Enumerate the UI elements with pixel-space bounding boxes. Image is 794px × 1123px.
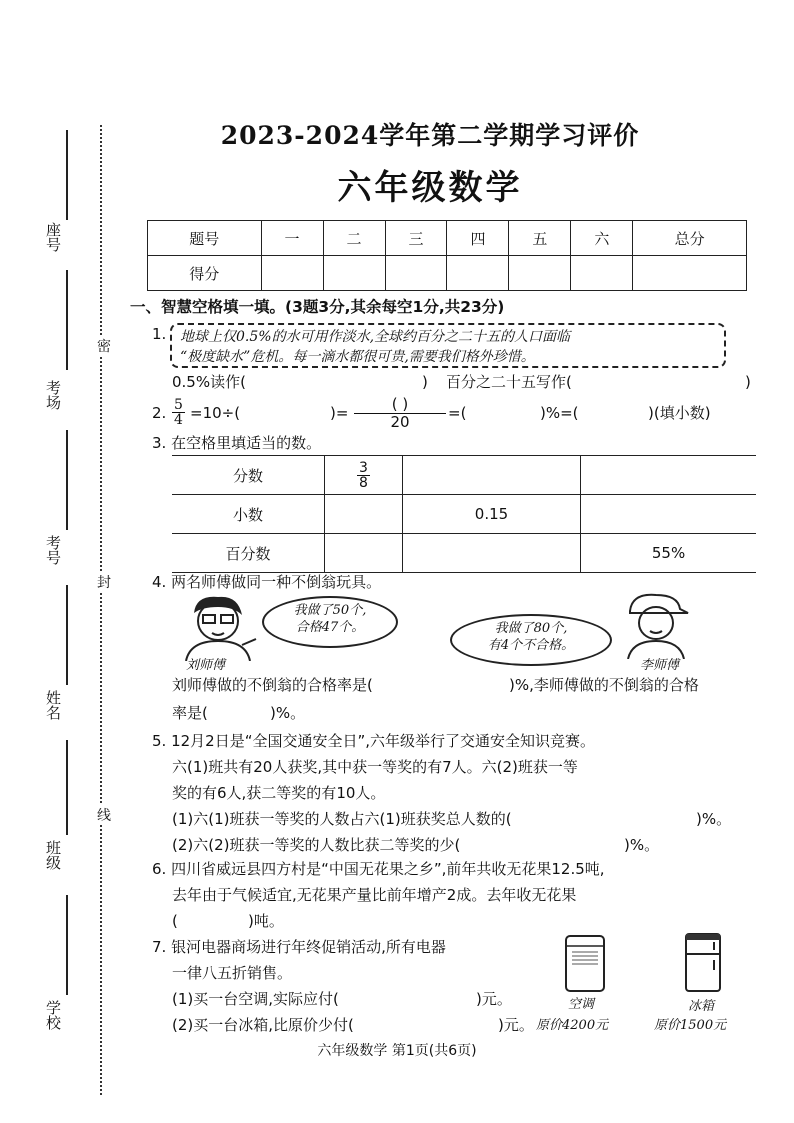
q3-cell[interactable]: [325, 534, 403, 573]
q6-line3b[interactable]: )吨。: [248, 912, 284, 930]
q6-line1: 6. 四川省威远县四方村是“中国无花果之乡”,前年共收无花果12.5吨,: [152, 860, 605, 878]
q2-part4[interactable]: )%=(: [540, 404, 579, 422]
li-bubble-line1: 我做了80个,: [494, 621, 568, 636]
score-header-cell: 一: [261, 221, 323, 256]
q2-part1: =10÷(: [190, 404, 241, 422]
q2-fraction2[interactable]: [354, 396, 446, 431]
q3-row-decimal: [172, 495, 756, 534]
q5-line4b[interactable]: )%。: [696, 810, 732, 828]
q3-cell[interactable]: [402, 534, 580, 573]
q1-passage-line2: “极度缺水”危机。每一滴水都很可贵,需要我们格外珍惜。: [180, 349, 535, 365]
q3-row-label: 小数: [172, 495, 325, 534]
score-header-cell: 二: [323, 221, 385, 256]
q3-cell: 55%: [581, 534, 756, 573]
q1-answer-a: 0.5%读作(: [172, 373, 246, 391]
q2-part2[interactable]: )=: [330, 404, 349, 422]
score-header-cell: 题号: [148, 221, 262, 256]
q1-passage-box: [170, 323, 726, 368]
liu-bubble-line2: 合格47个。: [295, 620, 365, 635]
q3-row-label: 百分数: [172, 534, 325, 573]
label-exam-room: 考场: [44, 380, 62, 410]
class-line: [66, 740, 68, 835]
liu-bubble-line1: 我做了50个,: [293, 603, 367, 618]
score-input-cell[interactable]: [385, 256, 447, 291]
q7-line1: 7. 银河电器商场进行年终促销活动,所有电器: [152, 938, 446, 956]
score-header-row: [148, 221, 747, 256]
label-exam-number: 考号: [44, 535, 62, 565]
score-value-row: [148, 256, 747, 291]
label-seat: 座号: [44, 222, 62, 252]
binding-dotted-line: [100, 125, 102, 1095]
q4-line1b[interactable]: )%,李师傅做的不倒翁的合格: [509, 676, 699, 694]
fridge-price: 原价1500元: [654, 1018, 727, 1033]
li-name: 李师傅: [640, 658, 680, 673]
q2-frac2-den: 20: [390, 413, 410, 431]
q4-text: 4. 两名师傅做同一种不倒翁玩具。: [152, 573, 382, 591]
seat-line: [66, 130, 68, 220]
q3-table: [172, 455, 756, 573]
q2-part3: =(: [448, 404, 467, 422]
seal-char-xian: 线: [95, 805, 113, 825]
q5-line4: (1)六(1)班获一等奖的人数占六(1)班获奖总人数的(: [172, 810, 512, 828]
liu-worker-illustration: [176, 593, 266, 661]
air-conditioner-icon: [560, 934, 610, 994]
page-footer: 六年级数学 第1页(共6页): [317, 1043, 477, 1059]
q3-cell[interactable]: [402, 456, 580, 495]
fridge-label: 冰箱: [688, 999, 715, 1014]
q5-line5b[interactable]: )%。: [624, 836, 660, 854]
score-input-cell[interactable]: [447, 256, 509, 291]
q5-line5: (2)六(2)班获一等奖的人数比获二等奖的少(: [172, 836, 461, 854]
school-line: [66, 895, 68, 995]
q2-part5[interactable]: )(填小数): [648, 404, 711, 422]
q1-answer-a-close[interactable]: ): [422, 373, 428, 391]
section1-heading: 一、智慧空格填一填。(3题3分,其余每空1分,共23分): [130, 298, 505, 316]
seal-char-mi: 密: [95, 336, 113, 356]
score-header-cell: 四: [447, 221, 509, 256]
q1-answer-b-close[interactable]: ): [745, 373, 751, 391]
score-table: [147, 220, 747, 291]
li-worker-illustration: [622, 591, 694, 659]
q3-frac-num: 3: [358, 459, 368, 476]
q1-answer-b: 百分之二十五写作(: [446, 373, 572, 391]
q1-passage-line1: 地球上仅0.5%的水可用作淡水,全球约百分之二十五的人口面临: [180, 329, 571, 345]
q5-line3: 奖的有6人,获二等奖的有10人。: [172, 784, 386, 802]
score-input-cell[interactable]: [509, 256, 571, 291]
q4-line1: 刘师傅做的不倒翁的合格率是(: [172, 676, 373, 694]
q1-number: 1.: [152, 325, 167, 343]
li-speech-bubble: [450, 614, 612, 666]
label-school: 学校: [44, 1000, 62, 1030]
q7-line4b[interactable]: )元。: [498, 1016, 534, 1034]
q3-cell: 0.15: [402, 495, 580, 534]
q3-text: 3. 在空格里填适当的数。: [152, 434, 322, 452]
q3-row-label: 分数: [172, 456, 325, 495]
q7-line4: (2)买一台冰箱,比原价少付(: [172, 1016, 354, 1034]
label-class: 班级: [44, 840, 62, 870]
q2-fraction: [172, 398, 185, 427]
li-bubble-line2: 有4个不合格。: [487, 638, 575, 653]
q7-line2: 一律八五折销售。: [172, 964, 293, 982]
exam-subtitle: 六年级数学: [337, 168, 523, 208]
score-header-cell: 总分: [633, 221, 747, 256]
q4-line2: 率是(: [172, 704, 208, 722]
refrigerator-icon: [680, 932, 726, 994]
q2-number: 2.: [152, 404, 167, 422]
liu-name: 刘师傅: [186, 658, 226, 673]
liu-speech-bubble: [262, 596, 398, 648]
exam-title: 2023-2024学年第二学期学习评价: [220, 121, 640, 150]
score-header-cell: 五: [509, 221, 571, 256]
q2-frac2-num: ( ): [354, 396, 446, 414]
q7-line3b[interactable]: )元。: [476, 990, 512, 1008]
q2-frac-num: 5: [174, 397, 183, 413]
ac-price: 原价4200元: [536, 1018, 609, 1033]
exam-room-line: [66, 270, 68, 370]
q3-cell: [325, 456, 403, 495]
q3-row-percent: [172, 534, 756, 573]
q5-line1: 5. 12月2日是“全国交通安全日”,六年级举行了交通安全知识竞赛。: [152, 732, 596, 750]
q7-line3: (1)买一台空调,实际应付(: [172, 990, 339, 1008]
q3-cell[interactable]: [325, 495, 403, 534]
seal-char-feng: 封: [95, 572, 113, 592]
q3-row-fraction: [172, 456, 756, 495]
score-input-cell[interactable]: [261, 256, 323, 291]
score-input-cell[interactable]: [571, 256, 633, 291]
q6-line2: 去年由于气候适宜,无花果产量比前年增产2成。去年收无花果: [172, 886, 577, 904]
score-row-label: 得分: [148, 256, 262, 291]
q2-frac-den: 4: [174, 412, 183, 428]
score-header-cell: 三: [385, 221, 447, 256]
score-header-cell: 六: [571, 221, 633, 256]
score-input-cell[interactable]: [633, 256, 747, 291]
name-line: [66, 585, 68, 685]
q3-cell[interactable]: [581, 495, 756, 534]
exam-number-line: [66, 430, 68, 530]
score-input-cell[interactable]: [323, 256, 385, 291]
ac-label: 空调: [568, 997, 595, 1012]
q5-line2: 六(1)班共有20人获奖,其中获一等奖的有7人。六(2)班获一等: [172, 758, 578, 776]
q4-line2b[interactable]: )%。: [270, 704, 306, 722]
q3-frac-den: 8: [358, 474, 368, 491]
label-name: 姓名: [44, 690, 62, 720]
q3-cell[interactable]: [581, 456, 756, 495]
q6-line3: (: [172, 912, 178, 930]
